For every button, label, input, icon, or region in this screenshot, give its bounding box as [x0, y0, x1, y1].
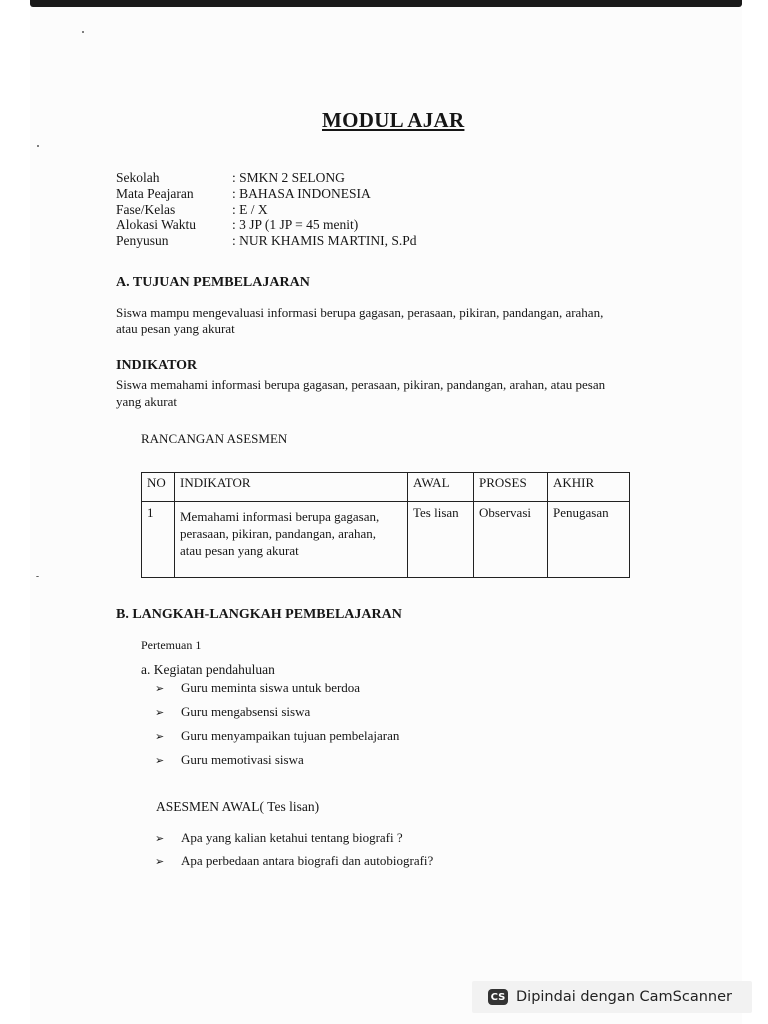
cell-akhir: Penugasan	[548, 502, 630, 578]
scan-speck	[37, 145, 39, 147]
section-b-heading: B. LANGKAH-LANGKAH PEMBELAJARAN	[116, 607, 402, 622]
section-a-text-line2: atau pesan yang akurat	[116, 321, 235, 336]
question-text: Apa yang kalian ketahui tentang biografi ?	[181, 830, 403, 845]
cell-no: 1	[142, 502, 175, 578]
cell-indikator-line1: Memahami informasi berupa gagasan,	[180, 509, 380, 524]
pertemuan-label: Pertemuan 1	[141, 638, 202, 652]
kegiatan-heading: a. Kegiatan pendahuluan	[141, 662, 275, 677]
cell-proses: Observasi	[474, 502, 548, 578]
step-text: Guru menyampaikan tujuan pembelajaran	[181, 728, 400, 743]
arrow-bullet-icon: ➢	[155, 731, 165, 743]
indikator-heading: INDIKATOR	[116, 358, 198, 373]
indikator-text-line1: Siswa memahami informasi berupa gagasan, perasaan, pikiran, pandangan, arahan, atau pesan	[116, 377, 606, 392]
info-label-mata-pelajaran: Mata Peajaran	[116, 186, 194, 201]
step-text: Guru mengabsensi siswa	[181, 704, 311, 719]
cell-indikator	[175, 502, 408, 578]
column-header-proses: PROSES	[474, 473, 548, 502]
question-text: Apa perbedaan antara biografi dan autobiografi?	[181, 853, 434, 868]
section-a-text-line1: Siswa mampu mengevaluasi informasi berupa gagasan, perasaan, pikiran, pandangan, arahan,	[116, 305, 604, 320]
table-header-row	[142, 473, 630, 502]
info-label-fase-kelas: Fase/Kelas	[116, 202, 176, 217]
indikator-text-line2: yang akurat	[116, 394, 178, 409]
watermark-text: Dipindai dengan CamScanner	[516, 989, 733, 1005]
scan-top-edge	[30, 0, 742, 7]
table-row	[142, 502, 630, 578]
camscanner-logo-icon: CS	[488, 989, 508, 1005]
list-item	[155, 680, 360, 696]
list-item	[155, 704, 310, 720]
info-label-alokasi-waktu: Alokasi Waktu	[116, 217, 197, 232]
document-title: MODUL AJAR	[322, 108, 465, 132]
asesmen-awal-heading: ASESMEN AWAL( Tes lisan)	[156, 799, 320, 814]
cell-indikator-line2: perasaan, pikiran, pandangan, arahan,	[180, 526, 376, 541]
list-item	[155, 752, 304, 768]
arrow-bullet-icon: ➢	[155, 707, 165, 719]
info-value-sekolah: : SMKN 2 SELONG	[232, 170, 345, 185]
info-value-mata-pelajaran: : BAHASA INDONESIA	[232, 186, 371, 201]
column-header-indikator: INDIKATOR	[175, 473, 408, 502]
step-text: Guru meminta siswa untuk berdoa	[181, 680, 361, 695]
scan-speck	[82, 31, 84, 33]
column-header-akhir: AKHIR	[548, 473, 630, 502]
list-item	[155, 728, 399, 744]
section-a-heading: A. TUJUAN PEMBELAJARAN	[116, 275, 310, 290]
scan-speck	[36, 576, 39, 577]
info-value-fase-kelas: : E / X	[232, 202, 268, 217]
cell-awal: Tes lisan	[408, 502, 474, 578]
step-text: Guru memotivasi siswa	[181, 752, 304, 767]
info-value-alokasi-waktu: : 3 JP (1 JP = 45 menit)	[232, 217, 359, 232]
list-item	[155, 853, 433, 869]
arrow-bullet-icon: ➢	[155, 856, 165, 868]
asesmen-table	[141, 472, 630, 578]
list-item	[155, 830, 403, 846]
column-header-no: NO	[142, 473, 175, 502]
info-label-sekolah: Sekolah	[116, 170, 160, 185]
info-label-penyusun: Penyusun	[116, 233, 169, 248]
arrow-bullet-icon: ➢	[155, 833, 165, 845]
column-header-awal: AWAL	[408, 473, 474, 502]
info-value-penyusun: : NUR KHAMIS MARTINI, S.Pd	[232, 233, 417, 248]
rancangan-heading: RANCANGAN ASESMEN	[141, 431, 288, 446]
arrow-bullet-icon: ➢	[155, 755, 165, 767]
arrow-bullet-icon: ➢	[155, 683, 165, 695]
cell-indikator-line3: atau pesan yang akurat	[180, 543, 299, 558]
camscanner-watermark	[472, 981, 752, 1013]
